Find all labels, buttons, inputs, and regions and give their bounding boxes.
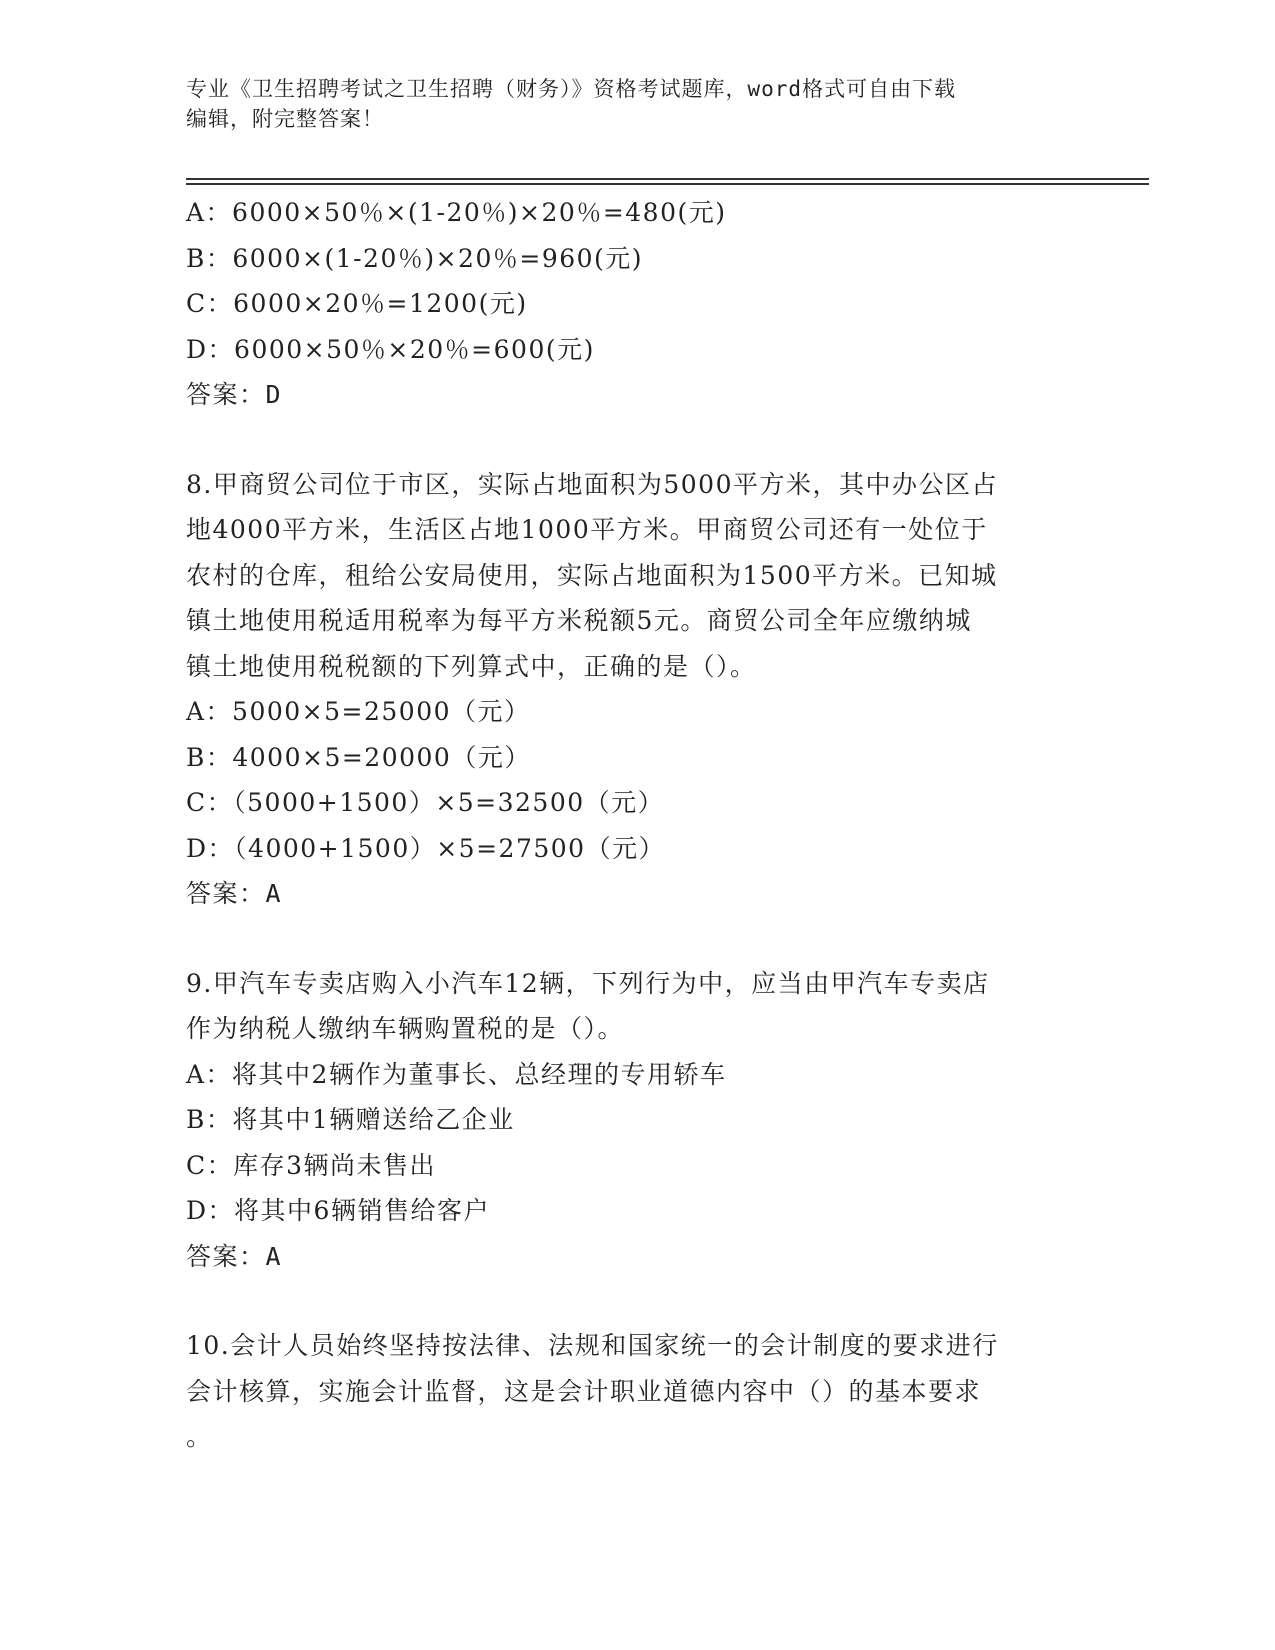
option-a: A：6000×50％×(1-20％)×20％=480(元): [186, 198, 727, 227]
option-d: D：将其中6辆销售给客户: [186, 1196, 490, 1225]
answer-line: [186, 1234, 1086, 1280]
answer-line: [186, 372, 1086, 418]
answer-label: 答案：: [186, 879, 266, 908]
header-line-1: 专业《卫生招聘考试之卫生招聘（财务）》资格考试题库，word格式可自由下载: [186, 77, 957, 101]
stem-line: 作为纳税人缴纳车辆购置税的是（）。: [186, 1014, 625, 1043]
stem-line: 地4000平方米，生活区占地1000平方米。甲商贸公司还有一处位于: [186, 515, 988, 544]
question-9: [186, 961, 1086, 1280]
question-8: [186, 462, 1086, 917]
question-stem: [186, 462, 1086, 690]
header-divider-top: [186, 178, 1149, 180]
question-content: [186, 190, 1086, 1460]
stem-line: 8.甲商贸公司位于市区，实际占地面积为5000平方米，其中办公区占: [186, 469, 998, 499]
option-d: D：6000×50％×20％=600(元): [186, 334, 595, 364]
spacer: [186, 917, 1086, 961]
option-b: B：4000×5=20000（元）: [186, 742, 531, 772]
stem-line: 10.会计人员始终坚持按法律、法规和国家统一的会计制度的要求进行: [186, 1331, 999, 1360]
stem-line: 镇土地使用税适用税率为每平方米税额5元。商贸公司全年应缴纳城: [186, 606, 972, 635]
spacer: [186, 418, 1086, 462]
header-line-2: 编辑，附完整答案！: [186, 107, 384, 131]
answer-value: A: [265, 879, 283, 908]
header-divider-bottom: [186, 183, 1149, 185]
option-b: B：将其中1辆赠送给乙企业: [186, 1105, 515, 1134]
answer-label: 答案：: [186, 380, 266, 409]
stem-line: 会计核算，实施会计监督，这是会计职业道德内容中（）的基本要求: [186, 1376, 982, 1406]
option-b: B：6000×(1-20％)×20％=960(元): [186, 243, 644, 273]
document-header: [186, 74, 1086, 134]
spacer: [186, 1279, 1086, 1323]
option-c: C：（5000+1500）×5=32500（元）: [186, 788, 665, 817]
question-stem: [186, 1323, 1086, 1460]
stem-line: 镇土地使用税税额的下列算式中，正确的是（）。: [186, 651, 757, 681]
question-7-options: [186, 190, 1086, 418]
answer-value: D: [265, 380, 283, 409]
question-10: [186, 1323, 1086, 1460]
option-a: A：将其中2辆作为董事长、总经理的专用轿车: [186, 1059, 727, 1089]
option-a: A：5000×5=25000（元）: [186, 697, 531, 726]
option-c: C：库存3辆尚未售出: [186, 1150, 437, 1180]
answer-value: A: [265, 1241, 283, 1271]
answer-label: 答案：: [186, 1241, 266, 1271]
option-c: C：6000×20％=1200(元): [186, 289, 528, 318]
answer-line: [186, 871, 1086, 917]
stem-line: 农村的仓库，租给公安局使用，实际占地面积为1500平方米。已知城: [186, 560, 998, 590]
option-d: D：（4000+1500）×5=27500（元）: [186, 833, 666, 863]
question-stem: [186, 961, 1086, 1052]
stem-line: 9.甲汽车专卖店购入小汽车12辆，下列行为中，应当由甲汽车专卖店: [186, 968, 990, 998]
stem-line: 。: [186, 1422, 213, 1451]
